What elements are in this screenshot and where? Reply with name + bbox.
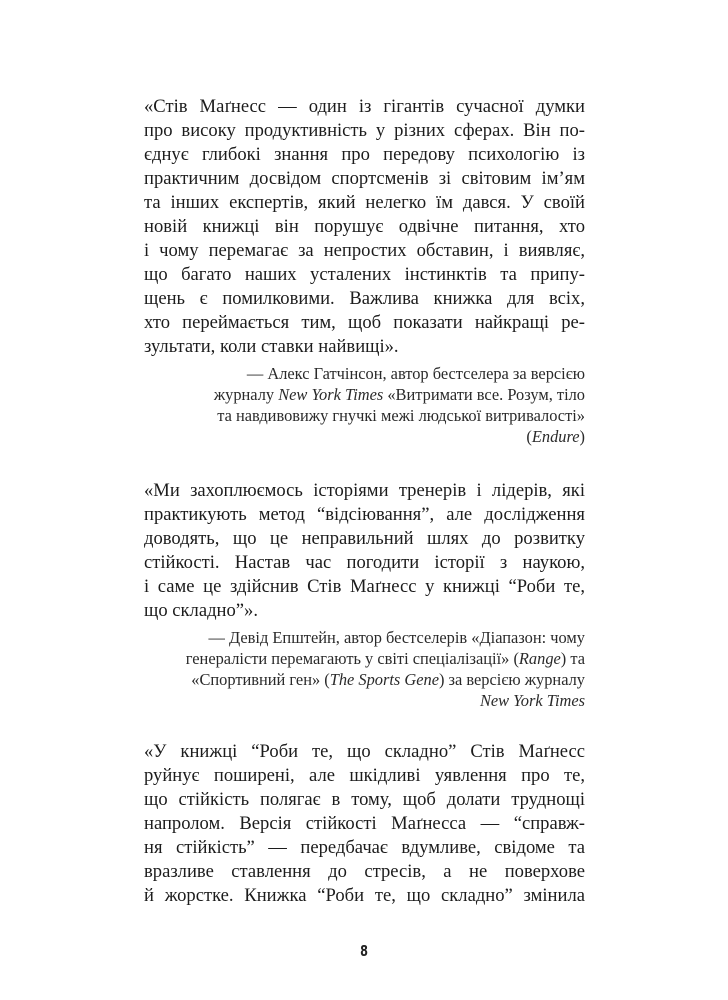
quote-line: ня стійкість” — передбачає вдумливе, свідоме та [144, 837, 585, 858]
attribution-text: та навдивовижу гнучкі межі людської витривалості» [217, 406, 585, 425]
attribution-line [144, 426, 585, 447]
attribution-text: «Спортивний ген» ( [191, 670, 330, 689]
attribution-text: генералісти перемагають у світі спеціалізації» ( [185, 649, 519, 668]
quote-line: «У книжці “Роби те, що складно” Стів Маґнесс [144, 741, 585, 762]
quote-line: «Ми захоплюємось історіями тренерів і лідерів, які [144, 480, 585, 501]
attribution-text: — Алекс Гатчінсон, автор бестселера за версією [246, 364, 585, 383]
attribution-line [144, 363, 585, 384]
quote-line: хто переймається тим, щоб показати найкращі ре- [144, 312, 585, 333]
attribution-line [144, 384, 585, 405]
page-body [144, 95, 585, 908]
blurb-quote [144, 740, 585, 908]
quote-line: практикують метод “відсіювання”, але дослідження [144, 504, 585, 525]
quote-line: що стійкість полягає в тому, щоб долати труднощі [144, 789, 585, 810]
blurb-quote [144, 95, 585, 359]
quote-line: вразливе ставлення до стресів, а не поверхове [144, 861, 585, 882]
attribution-text: — Девід Епштейн, автор бестселерів «Діапазон: чому [208, 628, 585, 647]
quote-line: що складно”». [144, 600, 258, 621]
quote-line: практичним досвідом спортсменів зі світовим ім’ям [144, 168, 585, 189]
italic-title: Endure [531, 427, 580, 446]
quote-line: новій книжці він порушує одвічне питання, хто [144, 216, 585, 237]
quote-line: щень є помилковими. Важлива книжка для всіх, [144, 288, 585, 309]
quote-line: про високу продуктивність у різних сферах. Він по- [144, 120, 585, 141]
italic-title: New York Times [479, 691, 585, 710]
quote-line: напролом. Версія стійкості Маґнесса — “справж- [144, 813, 585, 834]
quote-attribution [144, 363, 585, 447]
attribution-text: ) та [560, 649, 585, 668]
quote-line: «Стів Маґнесс — один із гігантів сучасної думки [144, 96, 585, 117]
quote-line: руйнує поширені, але шкідливі уявлення про те, [144, 765, 585, 786]
attribution-line [144, 669, 585, 690]
quote-line: і чому перемагає за непростих обставин, і виявляє, [144, 240, 585, 261]
attribution-text: ) за версією журналу [438, 670, 585, 689]
quote-line: й жорстке. Книжка “Роби те, що складно” змінила [144, 885, 585, 906]
quote-line: єднує глибокі знання про передову психологію із [144, 144, 585, 165]
attribution-line [144, 690, 585, 711]
italic-title: Range [518, 649, 561, 668]
attribution-line [144, 648, 585, 669]
quote-line: що багато наших усталених інстинктів та припу- [144, 264, 585, 285]
attribution-text: ( [526, 427, 532, 446]
quote-line: стійкості. Настав час погодити історії з наукою, [144, 552, 585, 573]
attribution-line [144, 405, 585, 426]
attribution-text: журналу [213, 385, 279, 404]
quote-attribution [144, 627, 585, 711]
blurb-quote [144, 479, 585, 623]
quote-line: та інших експертів, який нелегко їм дався. У своїй [144, 192, 585, 213]
quote-line: і саме це здійснив Стів Маґнесс у книжці “Роби те, [144, 576, 585, 597]
italic-title: New York Times [278, 385, 384, 404]
attribution-text: «Витримати все. Розум, тіло [383, 385, 585, 404]
attribution-text: ) [579, 427, 585, 446]
quote-line: зультати, коли ставки найвищі». [144, 336, 399, 357]
quote-line: доводять, що це неправильний шлях до розвитку [144, 528, 585, 549]
italic-title: The Sports Gene [329, 670, 439, 689]
page-number: 8 [360, 942, 368, 960]
attribution-line [144, 627, 585, 648]
